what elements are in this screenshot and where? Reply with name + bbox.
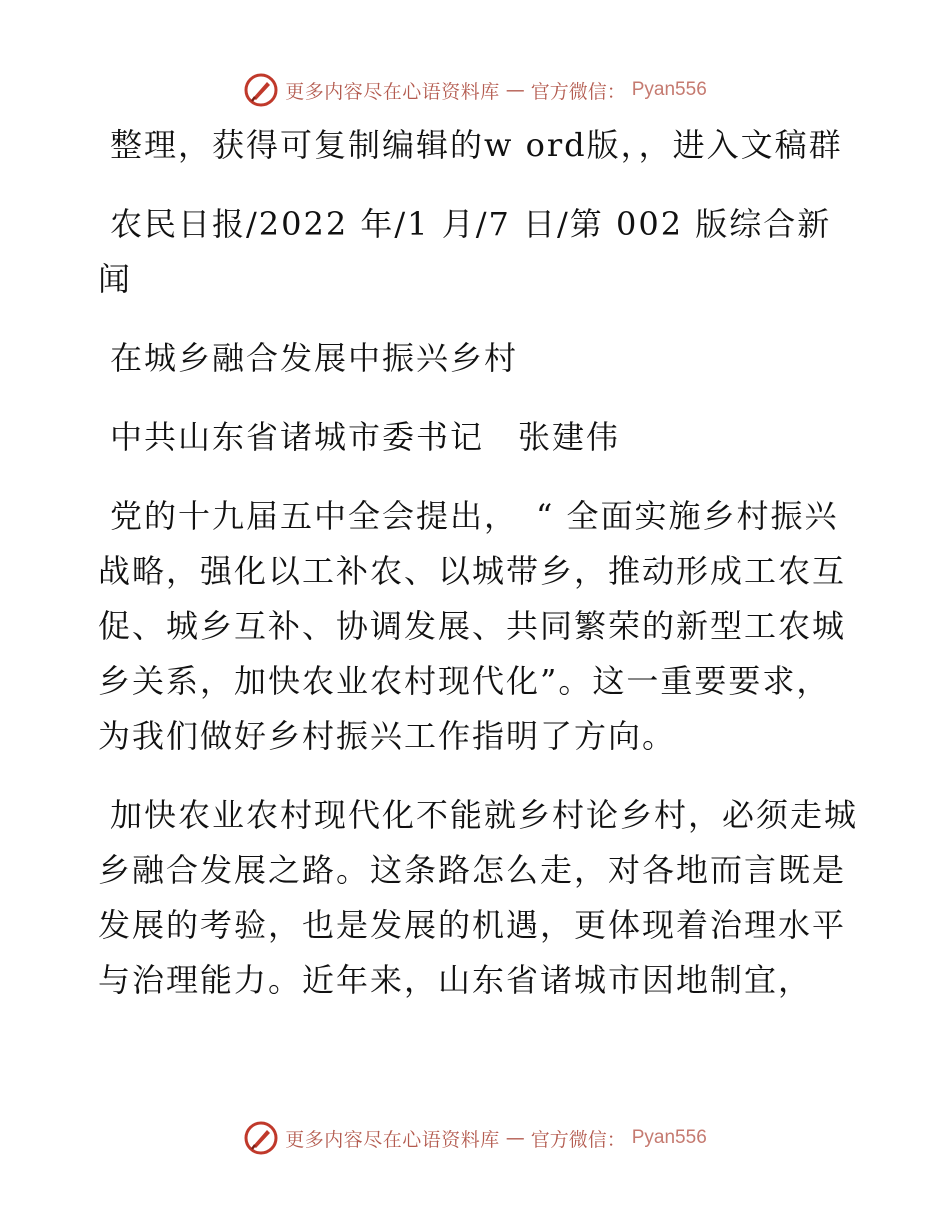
watermark-site-text: 更多内容尽在心语资料库 — [285, 1128, 500, 1151]
quill-pen-logo-icon — [243, 1120, 279, 1156]
paragraph-source — [98, 197, 858, 307]
paragraph-intro — [98, 118, 858, 173]
paragraph-body-1 — [98, 489, 858, 764]
document-body — [98, 118, 858, 1032]
watermark-dash: — — [505, 79, 525, 101]
paragraph-text: 整理，获得可复制编辑的w ord版，，进入文稿群 — [110, 126, 843, 164]
watermark-wechat-id: Pyan556 — [631, 79, 707, 100]
watermark-wechat-label: 官方微信： — [530, 1128, 626, 1151]
watermark-site-text: 更多内容尽在心语资料库 — [285, 80, 500, 103]
paragraph-body-2 — [98, 788, 858, 1008]
article-title — [98, 331, 858, 386]
footer-watermark — [0, 1118, 950, 1158]
watermark-wechat-label: 官方微信： — [530, 80, 626, 103]
paragraph-text: 中共山东省诸城市委书记 张建伟 — [110, 418, 621, 456]
watermark-wechat-id: Pyan556 — [631, 1127, 707, 1148]
paragraph-text: 加快农业农村现代化不能就乡村论乡村，必须走城乡融合发展之路。这条路怎么走，对各地而言既是发展的考验，也是发展的机遇，更体现着治理水平与治理能力。近年来，山东省诸城市因地制宜， — [98, 796, 859, 999]
paragraph-text: 农民日报/2022 年/1 月/7 日/第 002 版综合新闻 — [98, 205, 832, 298]
quill-pen-logo-icon — [243, 72, 279, 108]
article-author — [98, 410, 858, 465]
paragraph-text: 党的十九届五中全会提出， “ 全面实施乡村振兴战略，强化以工补农、以城带乡，推动形成工农互促、城乡互补、协调发展、共同繁荣的新型工农城乡关系，加快农业农村现代化”。这一重要要求，为我们做好乡村振兴工作指明了方向。 — [98, 497, 847, 755]
watermark-dash: — — [505, 1127, 525, 1149]
paragraph-text: 在城乡融合发展中振兴乡村 — [110, 339, 519, 377]
header-watermark — [0, 70, 950, 110]
